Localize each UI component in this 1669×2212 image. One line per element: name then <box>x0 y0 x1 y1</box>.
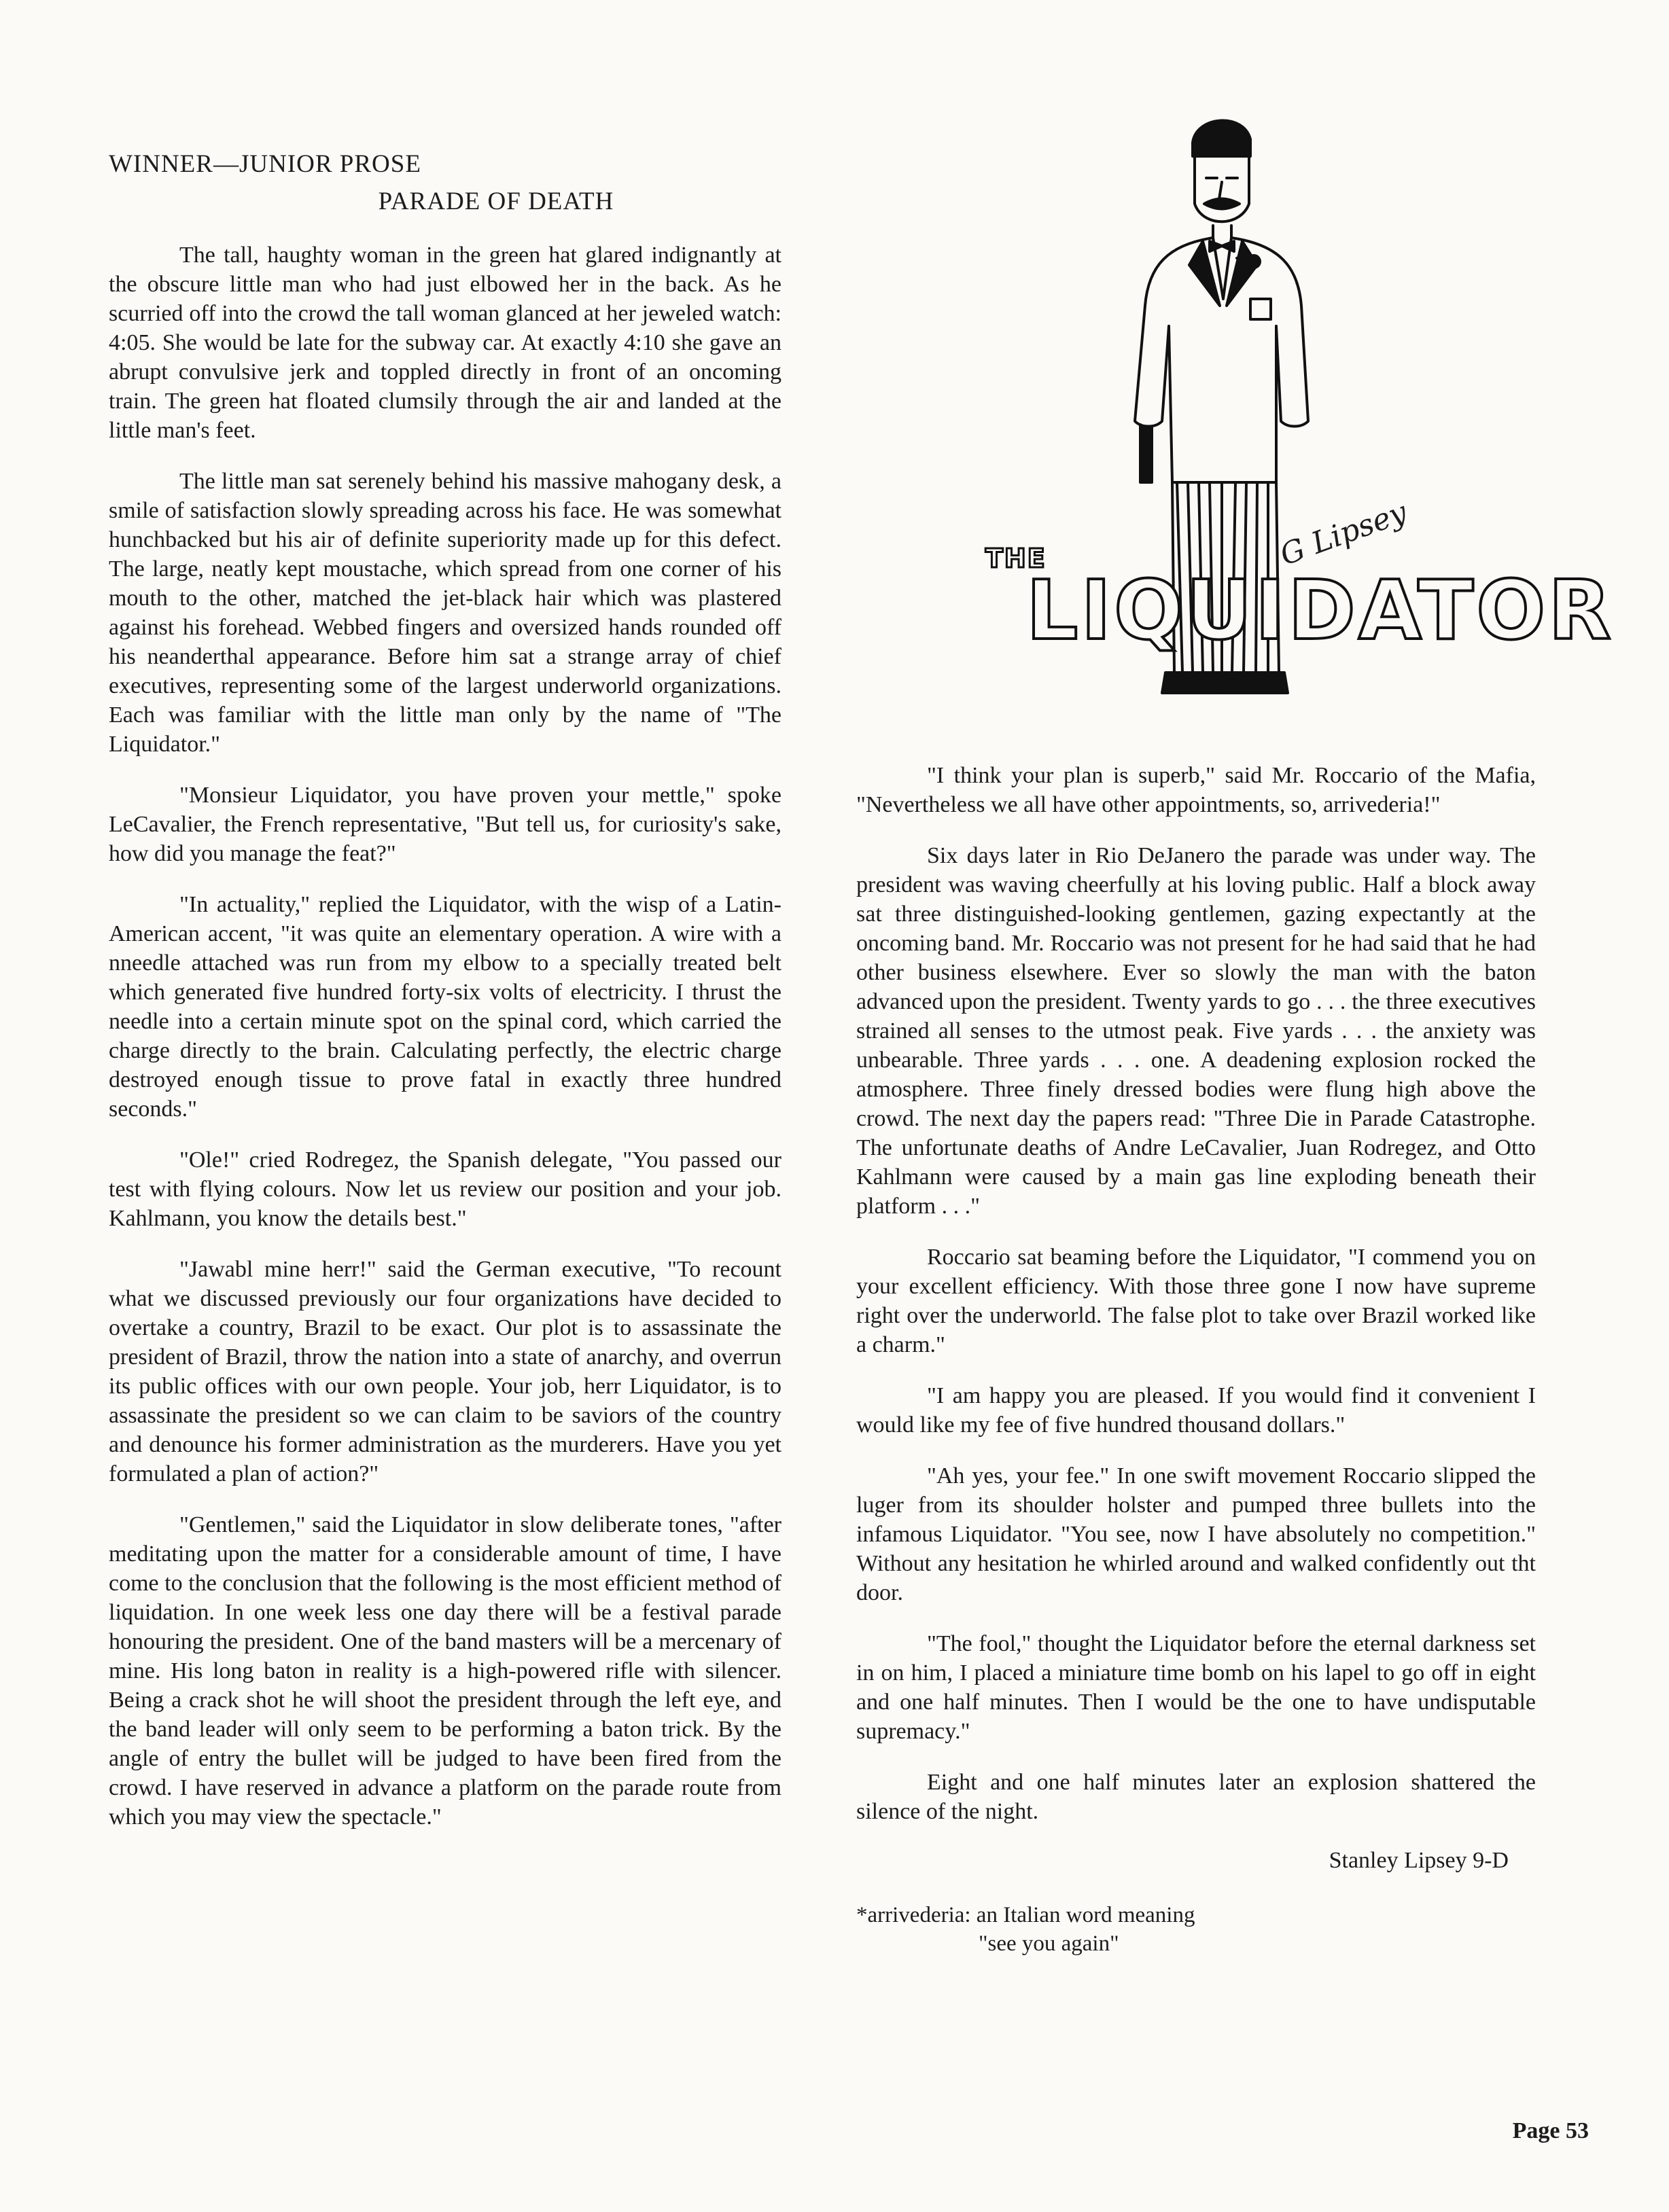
title-art-small: THE <box>985 543 1047 573</box>
paragraph: The tall, haughty woman in the green hat glared indignantly at the obscure little man who had just elbowed her in the back. As he scurried off into the crowd the tall woman glanced at her jeweled watch: 4:05. She would be late for the subway car. At exactly 4:10 she gave an abrupt convulsive jerk and toppled directly in front of an oncoming train. The green hat floated clumsily through the air and landed at the little man's feet. <box>109 243 781 443</box>
paragraph: "I think your plan is superb," said Mr. Roccario of the Mafia, "Nevertheless we all have other appointments, so, arrivederia!" <box>856 763 1536 817</box>
paragraph: "Gentlemen," said the Liquidator in slow deliberate tones, "after meditating upon the matter for a considerable amount of time, I have come to the conclusion that the following is the most efficient method of liquidation. In one week less one day there will be a festival parade honouring the president. One of the band masters will be a mercenary of mine. His long baton in reality is a high-powered rifle with silencer. Being a crack shot he will shoot the president through the left eye, and the band leader will only seem to be performing a baton trick. By the angle of entry the bullet will be judged to have been fired from the crowd. I have reserved in advance a platform on the parade route from which you may view the spectacle." <box>109 1512 781 1830</box>
page-number: Page 53 <box>1512 2118 1589 2143</box>
paragraph: "Monsieur Liquidator, you have proven your mettle," spoke LeCavalier, the French representative, "But tell us, for curiosity's sake, how did you manage the feat?" <box>109 783 781 866</box>
paragraph: Six days later in Rio DeJanero the parade was under way. The president was waving cheerfully at his loving public. Half a block away sat three distinguished-looking gentlemen, gazing expectantly at the oncoming band. Mr. Roccario was not present for he had said that he had other business elsewhere. Ever so slowly the man with the baton advanced upon the president. Twenty yards to go . . . the three executives strained all senses to the utmost peak. Five yards . . . the anxiety was unbearable. Three yards . . . one. A deadening explosion rocked the atmosphere. Three finely dressed bodies were flung high above the crowd. The next day the papers read: "Three Die in Parade Catastrophe. The unfortunate deaths of Andre LeCavalier, Juan Rodregez, and Otto Kahlmann were caused by a main gas line exploding beneath their platform . . ." <box>856 843 1536 1219</box>
paragraph: The little man sat serenely behind his massive mahogany desk, a smile of satisfaction slowly spreading across his face. He was somewhat hunchbacked but his air of definite superiority made up for this defect. The large, neatly kept moustache, which spread from one corner of his mouth to the other, matched the jet-black hair which was plastered against his forehead. Webbed fingers and oversized hands rounded off his neanderthal appearance. Before him sat a strange array of chief executives, representing some of the largest underworld organizations. Each was familiar with the little man only by the name of "The Liquidator." <box>109 469 781 757</box>
author-signature: Stanley Lipsey 9-D <box>1329 1848 1509 1873</box>
paragraph: "In actuality," replied the Liquidator, with the wisp of a Latin-American accent, "it was quite an elementary operation. A wire with a nneedle attached was run from my elbow to a specially treated belt which generated five hundred forty-six volts of electricity. I thrust the needle into a certain minute spot on the spinal cord, which carried the charge directly to the brain. Calculating perfectly, the electric charge destroyed enough tissue to prove fatal in exactly three hundred seconds." <box>109 892 781 1122</box>
section-kicker: WINNER—JUNIOR PROSE <box>109 150 421 178</box>
paragraph: "Ah yes, your fee." In one swift movement Roccario slipped the luger from its shoulder holster and pumped three bullets into the infamous Liquidator. "You see, now I have absolutely no competition." Without any hesitation he whirled around and walked confidently out tht door. <box>856 1463 1536 1605</box>
title-art <box>979 495 1614 679</box>
title-art-large: LIQUIDATOR <box>1026 564 1614 658</box>
paragraph: Eight and one half minutes later an explosion shattered the silence of the night. <box>856 1770 1536 1824</box>
paragraph: "The fool," thought the Liquidator before the eternal darkness set in on him, I placed a miniature time bomb on his lapel to go off in eight and one half minutes. Then I would be the one to have undisputable supremacy." <box>856 1631 1536 1744</box>
footnote-line-1: *arrivederia: an Italian word meaning <box>856 1903 1195 1927</box>
paragraph: "I am happy you are pleased. If you would find it convenient I would like my fee of five hundred thousand dollars." <box>856 1383 1536 1438</box>
right-column <box>856 761 1536 1958</box>
footnote-line-2: "see you again" <box>979 1931 1119 1956</box>
left-column <box>109 149 781 1853</box>
footnote <box>856 1901 1536 1958</box>
paragraph: Roccario sat beaming before the Liquidator, "I commend you on your excellent efficiency. With those three gone I now have supreme right over the underworld. The false plot to take over Brazil worked like a charm." <box>856 1245 1536 1357</box>
paragraph: "Ole!" cried Rodregez, the Spanish delegate, "You passed our test with flying colours. Now let us review our position and your job. Kahlmann, you know the details best." <box>109 1147 781 1231</box>
paragraph: "Jawabl mine herr!" said the German executive, "To recount what we discussed previously our four organizations have decided to overtake a country, Brazil to be exact. Our plot is to assassinate the president of Brazil, throw the nation into a state of anarchy, and overrun its public offices with our own people. Your job, herr Liquidator, is to assassinate the president so we can claim to be saviors of the country and denounce his former administration as the murderers. Have you yet formulated a plan of action?" <box>109 1257 781 1486</box>
story-title: PARADE OF DEATH <box>378 188 614 215</box>
artist-signature: G Lipsey <box>1276 495 1411 573</box>
